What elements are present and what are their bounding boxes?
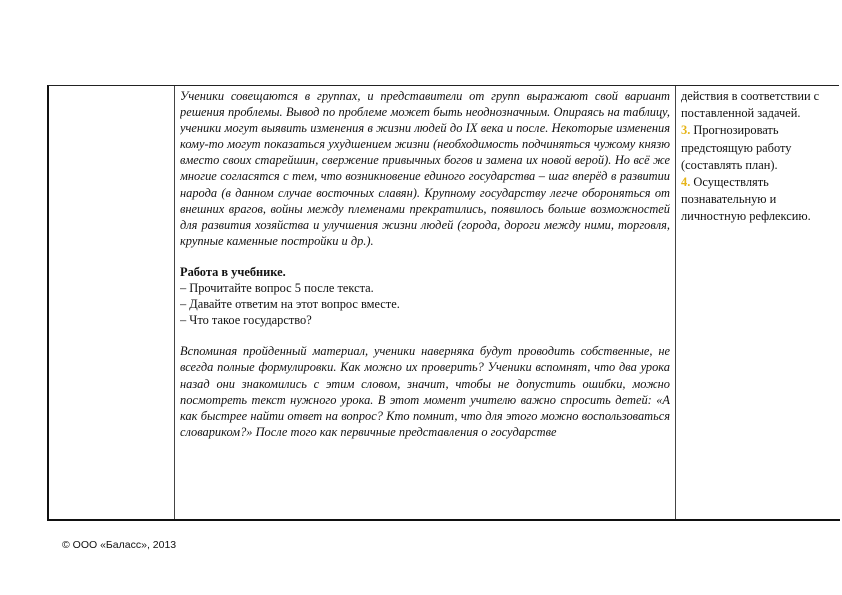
table-bottom-border <box>47 519 840 521</box>
teacher-activity-cell <box>180 88 670 518</box>
recall-paragraph: Вспоминая пройденный материал, ученики наверняка будут проводить собственные, не всегда полные формулировки. Как можно их проверить? Ученики вспомнят, что два урока назад они знакомились с этим словом, значит, чтобы не допустить ошибки, можно посмотреть текст нужного урока. В этот момент учителю важно спросить детей: «А как быстрее найти ответ на вопрос? Кто помнит, что для этого можно воспользоваться словариком?» После того как первичные представления о государстве <box>180 344 670 439</box>
skill-number-3: 3. <box>681 123 691 138</box>
learning-skills-cell <box>681 88 837 518</box>
column-divider-right <box>675 86 676 521</box>
skill-text-3: Прогнозировать предстоящую работу (составлять план). <box>681 123 792 172</box>
lesson-table <box>47 85 839 521</box>
question-line-1: – Прочитайте вопрос 5 после текста. <box>180 281 374 296</box>
copyright-footer: © ООО «Баласс», 2013 <box>62 539 177 551</box>
skill-text-4: Осуществлять познавательную и личностную рефлексию. <box>681 175 811 224</box>
skill-item-4 <box>681 174 837 226</box>
paragraph-spacer <box>180 328 670 343</box>
skills-intro: действия в соответствии с поставленной задачей. <box>681 89 820 121</box>
question-line-2: – Давайте ответим на этот вопрос вместе. <box>180 297 400 312</box>
question-line-3: – Что такое государство? <box>180 313 312 328</box>
skill-number-4: 4. <box>681 175 691 190</box>
column-divider-left <box>174 86 175 521</box>
paragraph-spacer <box>180 249 670 264</box>
group-discussion-paragraph: Ученики совещаются в группах, и представители от групп выражают свой вариант решения проблемы. Вывод по проблеме может быть неоднозначным. Опираясь на таблицу, ученики могут выявить изменения в жизни людей до IX века и после. Некоторые изменения кому-то могут показаться ухудшением жизни (необходимость подчиняться чужому князю вместо своих старейшин, свержение привычных богов и замена их новой верой). Но всё же многие согласятся с тем, что возникновение единого государства – шаг вперёд в развитии народа (в данном случае восточных славян). Крупному государству легче обороняться от внешних врагов, войны между племенами прекратились, появилось больше возможностей для развития хозяйства и улучшения жизни людей (города, дороги между ними, торговля, крупные каменные постройки и др.). <box>180 89 670 248</box>
textbook-work-heading: Работа в учебнике. <box>180 264 286 279</box>
skill-item-3 <box>681 122 837 174</box>
